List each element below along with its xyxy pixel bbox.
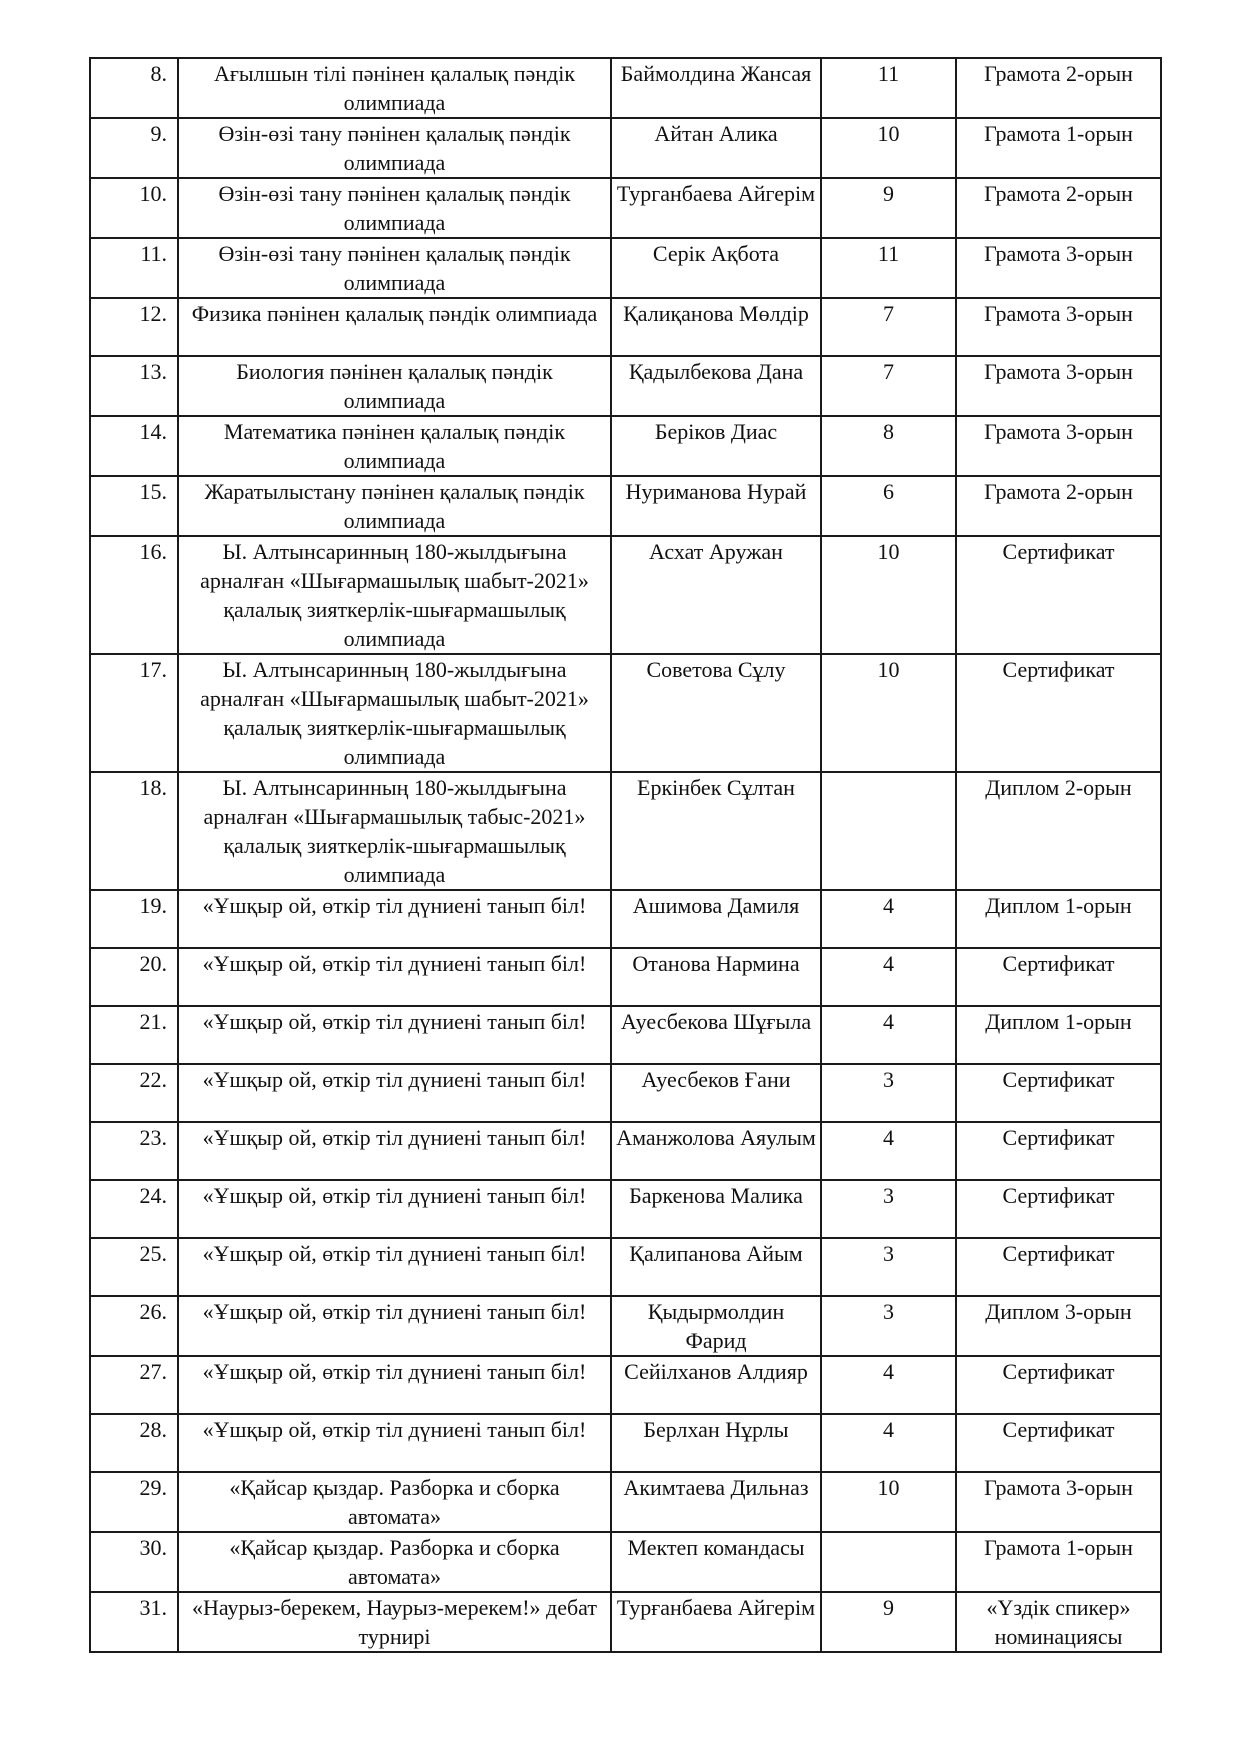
student-name: Баркенова Малика xyxy=(611,1180,821,1238)
grade: 3 xyxy=(821,1064,956,1122)
row-number: 15. xyxy=(90,476,178,536)
grade: 4 xyxy=(821,1356,956,1414)
award: Грамота 3-орын xyxy=(956,298,1161,356)
grade: 3 xyxy=(821,1296,956,1356)
table-row xyxy=(90,890,1161,948)
row-number: 26. xyxy=(90,1296,178,1356)
event-name: «Ұшқыр ой, өткір тіл дүниені танып біл! xyxy=(178,1006,611,1064)
row-number: 27. xyxy=(90,1356,178,1414)
student-name: Ауесбекова Шұғыла xyxy=(611,1006,821,1064)
table-row xyxy=(90,1592,1161,1652)
grade: 10 xyxy=(821,1472,956,1532)
student-name: Мектеп командасы xyxy=(611,1532,821,1592)
row-number: 23. xyxy=(90,1122,178,1180)
event-name: «Ұшқыр ой, өткір тіл дүниені танып біл! xyxy=(178,1238,611,1296)
award: «Үздік спикер» номинациясы xyxy=(956,1592,1161,1652)
grade: 9 xyxy=(821,178,956,238)
grade: 4 xyxy=(821,948,956,1006)
award: Диплом 1-орын xyxy=(956,1006,1161,1064)
grade: 8 xyxy=(821,416,956,476)
awards-table xyxy=(89,57,1162,1653)
row-number: 31. xyxy=(90,1592,178,1652)
award: Сертификат xyxy=(956,948,1161,1006)
table-row xyxy=(90,1356,1161,1414)
award: Диплом 3-орын xyxy=(956,1296,1161,1356)
student-name: Берлхан Нұрлы xyxy=(611,1414,821,1472)
document-page xyxy=(89,57,1160,1653)
row-number: 28. xyxy=(90,1414,178,1472)
grade xyxy=(821,1532,956,1592)
row-number: 8. xyxy=(90,58,178,118)
student-name: Айтан Алика xyxy=(611,118,821,178)
award: Грамота 2-орын xyxy=(956,178,1161,238)
event-name: Ы. Алтынсаринның 180-жылдығына арналған «Шығармашылық шабыт-2021» қалалық зияткерлік-шығармашылық олимпиада xyxy=(178,654,611,772)
row-number: 19. xyxy=(90,890,178,948)
event-name: Ы. Алтынсаринның 180-жылдығына арналған «Шығармашылық табыс-2021» қалалық зияткерлік-шығармашылық олимпиада xyxy=(178,772,611,890)
table-row xyxy=(90,118,1161,178)
event-name: «Қайсар қыздар. Разборка и сборка автомата» xyxy=(178,1472,611,1532)
award: Грамота 2-орын xyxy=(956,58,1161,118)
awards-table-body xyxy=(90,58,1161,1652)
event-name: «Ұшқыр ой, өткір тіл дүниені танып біл! xyxy=(178,1122,611,1180)
grade: 3 xyxy=(821,1180,956,1238)
grade: 10 xyxy=(821,654,956,772)
grade: 7 xyxy=(821,298,956,356)
event-name: «Ұшқыр ой, өткір тіл дүниені танып біл! xyxy=(178,1064,611,1122)
student-name: Серік Ақбота xyxy=(611,238,821,298)
grade: 9 xyxy=(821,1592,956,1652)
table-row xyxy=(90,1122,1161,1180)
table-row xyxy=(90,948,1161,1006)
event-name: Жаратылыстану пәнінен қалалық пәндік олимпиада xyxy=(178,476,611,536)
table-row xyxy=(90,298,1161,356)
award: Диплом 2-орын xyxy=(956,772,1161,890)
row-number: 18. xyxy=(90,772,178,890)
table-row xyxy=(90,654,1161,772)
student-name: Қалиқанова Мөлдір xyxy=(611,298,821,356)
student-name: Қалипанова Айым xyxy=(611,1238,821,1296)
row-number: 22. xyxy=(90,1064,178,1122)
row-number: 9. xyxy=(90,118,178,178)
event-name: «Наурыз-берекем, Наурыз-мерекем!» дебат турнирі xyxy=(178,1592,611,1652)
row-number: 10. xyxy=(90,178,178,238)
award: Грамота 2-орын xyxy=(956,476,1161,536)
table-row xyxy=(90,58,1161,118)
table-row xyxy=(90,772,1161,890)
row-number: 13. xyxy=(90,356,178,416)
grade: 6 xyxy=(821,476,956,536)
award: Сертификат xyxy=(956,654,1161,772)
event-name: «Ұшқыр ой, өткір тіл дүниені танып біл! xyxy=(178,1356,611,1414)
event-name: Математика пәнінен қалалық пәндік олимпиада xyxy=(178,416,611,476)
event-name: Өзін-өзі тану пәнінен қалалық пәндік олимпиада xyxy=(178,178,611,238)
grade: 4 xyxy=(821,1006,956,1064)
table-row xyxy=(90,1296,1161,1356)
event-name: Өзін-өзі тану пәнінен қалалық пәндік олимпиада xyxy=(178,238,611,298)
student-name: Аманжолова Аяулым xyxy=(611,1122,821,1180)
event-name: Биология пәнінен қалалық пәндік олимпиада xyxy=(178,356,611,416)
row-number: 21. xyxy=(90,1006,178,1064)
event-name: Өзін-өзі тану пәнінен қалалық пәндік олимпиада xyxy=(178,118,611,178)
award: Грамота 1-орын xyxy=(956,1532,1161,1592)
event-name: «Ұшқыр ой, өткір тіл дүниені танып біл! xyxy=(178,948,611,1006)
row-number: 25. xyxy=(90,1238,178,1296)
grade: 3 xyxy=(821,1238,956,1296)
grade: 4 xyxy=(821,890,956,948)
student-name: Турганбаева Айгерім xyxy=(611,178,821,238)
student-name: Қадылбекова Дана xyxy=(611,356,821,416)
table-row xyxy=(90,178,1161,238)
award: Грамота 3-орын xyxy=(956,356,1161,416)
award: Грамота 3-орын xyxy=(956,416,1161,476)
award: Сертификат xyxy=(956,1122,1161,1180)
award: Сертификат xyxy=(956,1356,1161,1414)
table-row xyxy=(90,536,1161,654)
grade: 10 xyxy=(821,536,956,654)
table-row xyxy=(90,1064,1161,1122)
award: Грамота 3-орын xyxy=(956,1472,1161,1532)
student-name: Сейілханов Алдияр xyxy=(611,1356,821,1414)
table-row xyxy=(90,1180,1161,1238)
event-name: «Ұшқыр ой, өткір тіл дүниені танып біл! xyxy=(178,890,611,948)
student-name: Нуриманова Нурай xyxy=(611,476,821,536)
award: Сертификат xyxy=(956,1064,1161,1122)
table-row xyxy=(90,238,1161,298)
student-name: Ауесбеков Ғани xyxy=(611,1064,821,1122)
row-number: 20. xyxy=(90,948,178,1006)
student-name: Турғанбаева Айгерім xyxy=(611,1592,821,1652)
table-row xyxy=(90,1414,1161,1472)
student-name: Советова Сұлу xyxy=(611,654,821,772)
student-name: Қыдырмолдин Фарид xyxy=(611,1296,821,1356)
table-row xyxy=(90,416,1161,476)
award: Сертификат xyxy=(956,1238,1161,1296)
row-number: 11. xyxy=(90,238,178,298)
student-name: Беріков Диас xyxy=(611,416,821,476)
award: Грамота 1-орын xyxy=(956,118,1161,178)
table-row xyxy=(90,1532,1161,1592)
grade xyxy=(821,772,956,890)
award: Сертификат xyxy=(956,1414,1161,1472)
row-number: 29. xyxy=(90,1472,178,1532)
grade: 11 xyxy=(821,238,956,298)
student-name: Акимтаева Дильназ xyxy=(611,1472,821,1532)
student-name: Отанова Нармина xyxy=(611,948,821,1006)
award: Грамота 3-орын xyxy=(956,238,1161,298)
grade: 10 xyxy=(821,118,956,178)
grade: 11 xyxy=(821,58,956,118)
table-row xyxy=(90,1238,1161,1296)
table-row xyxy=(90,356,1161,416)
event-name: «Ұшқыр ой, өткір тіл дүниені танып біл! xyxy=(178,1180,611,1238)
grade: 4 xyxy=(821,1122,956,1180)
event-name: Ағылшын тілі пәнінен қалалық пәндік олимпиада xyxy=(178,58,611,118)
row-number: 14. xyxy=(90,416,178,476)
student-name: Еркінбек Сұлтан xyxy=(611,772,821,890)
grade: 4 xyxy=(821,1414,956,1472)
student-name: Ашимова Дамиля xyxy=(611,890,821,948)
event-name: «Ұшқыр ой, өткір тіл дүниені танып біл! xyxy=(178,1296,611,1356)
student-name: Баймолдина Жансая xyxy=(611,58,821,118)
table-row xyxy=(90,1472,1161,1532)
student-name: Асхат Аружан xyxy=(611,536,821,654)
event-name: «Ұшқыр ой, өткір тіл дүниені танып біл! xyxy=(178,1414,611,1472)
row-number: 16. xyxy=(90,536,178,654)
award: Сертификат xyxy=(956,536,1161,654)
table-row xyxy=(90,1006,1161,1064)
event-name: «Қайсар қыздар. Разборка и сборка автомата» xyxy=(178,1532,611,1592)
row-number: 17. xyxy=(90,654,178,772)
event-name: Физика пәнінен қалалық пәндік олимпиада xyxy=(178,298,611,356)
award: Диплом 1-орын xyxy=(956,890,1161,948)
grade: 7 xyxy=(821,356,956,416)
row-number: 12. xyxy=(90,298,178,356)
row-number: 24. xyxy=(90,1180,178,1238)
row-number: 30. xyxy=(90,1532,178,1592)
award: Сертификат xyxy=(956,1180,1161,1238)
table-row xyxy=(90,476,1161,536)
event-name: Ы. Алтынсаринның 180-жылдығына арналған «Шығармашылық шабыт-2021» қалалық зияткерлік-шығармашылық олимпиада xyxy=(178,536,611,654)
